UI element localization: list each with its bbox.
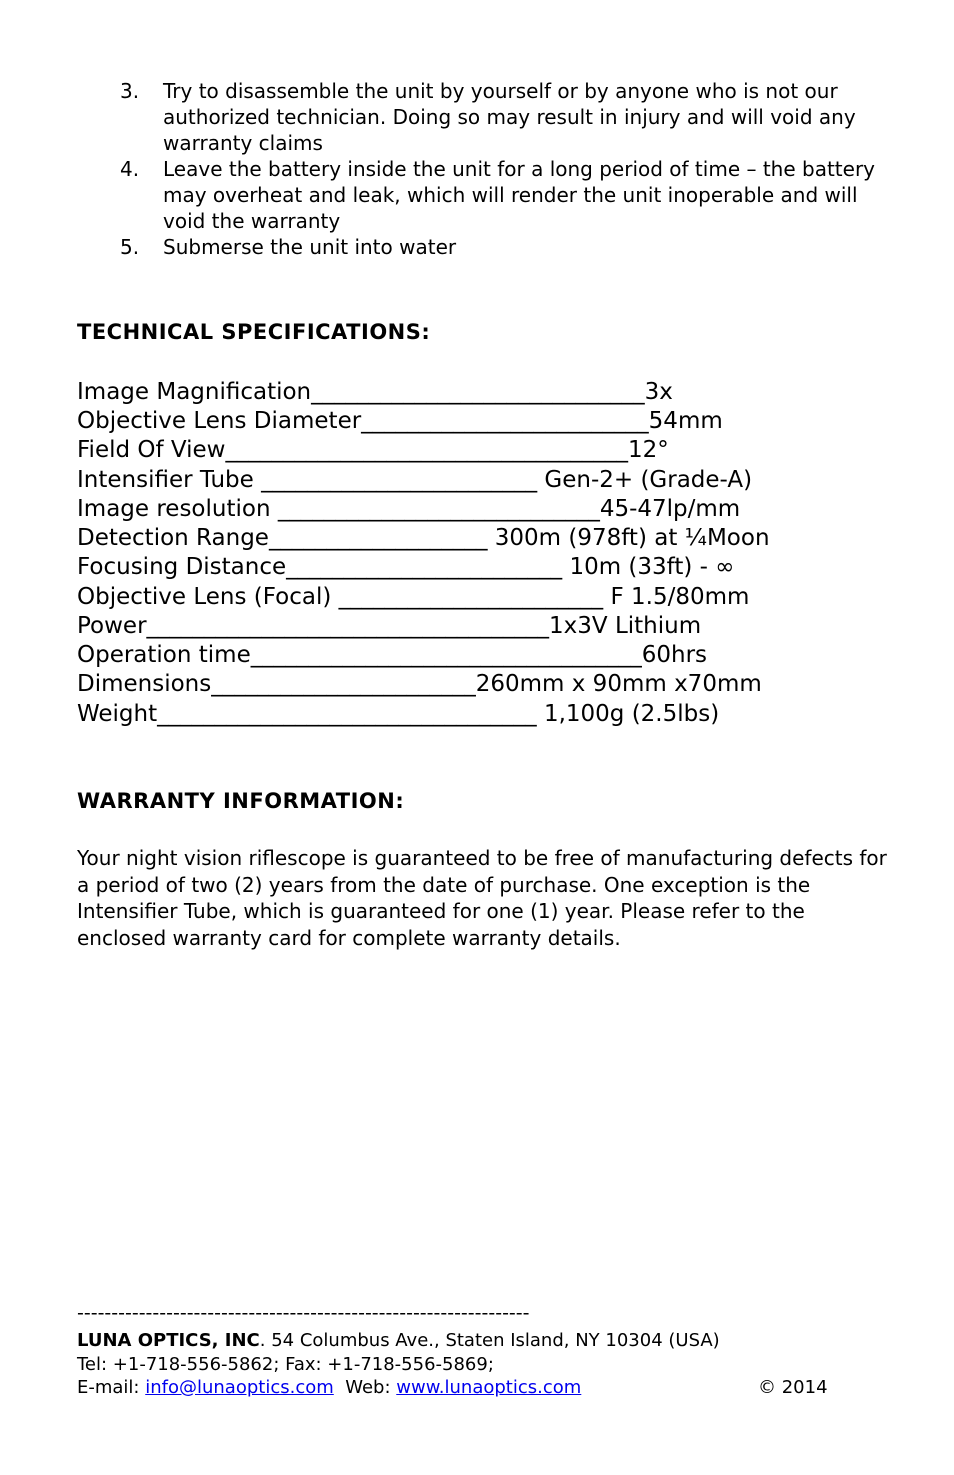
warranty-paragraph: Your night vision riflescope is guaranteed to be free of manufacturing defects for a period of two (2) years from the date of purchase. One exception is the Intensifier Tube, which is guaranteed for one (1) year. Please refer to the enclosed warranty card for complete warranty details. — [77, 846, 887, 950]
specs-heading: TECHNICAL SPECIFICATIONS: — [77, 320, 431, 344]
footer-address-line — [77, 1329, 720, 1353]
warranty-heading: WARRANTY INFORMATION: — [77, 789, 405, 813]
footer-separator: ------------------------------------------------------------------ — [77, 1302, 530, 1324]
spec-row: Objective Lens (Focal) _______________________ F 1.5/80mm — [77, 584, 750, 610]
footer-contact-line — [77, 1376, 581, 1400]
spec-row: Dimensions_______________________260mm x 90mm x70mm — [77, 671, 762, 697]
spec-row: Intensifier Tube ________________________ Gen-2+ (Grade-A) — [77, 467, 753, 493]
spec-row: Detection Range___________________ 300m (978ft) at ¼Moon — [77, 525, 770, 551]
list-text: Submerse the unit into water — [163, 235, 457, 259]
list-number: 5. — [120, 235, 140, 259]
company-address: . 54 Columbus Ave., Staten Island, NY 10304 (USA) — [259, 1330, 720, 1351]
spec-row: Weight_________________________________ 1,100g (2.5lbs) — [77, 701, 720, 727]
spec-row: Power___________________________________1x3V Lithium — [77, 613, 702, 639]
email-label: E-mail: — [77, 1377, 146, 1398]
spec-row: Focusing Distance________________________ 10m (33ft) - ∞ — [77, 554, 735, 580]
web-label: Web: — [333, 1377, 397, 1398]
spec-row: Field Of View___________________________________12° — [77, 437, 669, 463]
spec-row: Objective Lens Diameter_________________________54mm — [77, 408, 723, 434]
email-link[interactable]: info@lunaoptics.com — [145, 1377, 334, 1398]
spec-row: Image Magnification_____________________________3x — [77, 379, 673, 405]
copyright: © 2014 — [758, 1377, 828, 1398]
spec-row: Operation time__________________________________60hrs — [77, 642, 708, 668]
spec-row: Image resolution ____________________________45-47lp/mm — [77, 496, 741, 522]
list-number: 4. — [120, 157, 140, 181]
list-number: 3. — [120, 79, 140, 103]
footer-phone: Tel: +1-718-556-5862; Fax: +1-718-556-5869; — [77, 1354, 494, 1375]
list-text: Leave the battery inside the unit for a long period of time – the battery may overheat and leak, which will render the unit inoperable and will void the warranty — [163, 157, 876, 233]
web-link[interactable]: www.lunaoptics.com — [396, 1377, 582, 1398]
company-name: LUNA OPTICS, INC — [77, 1330, 260, 1351]
list-text: Try to disassemble the unit by yourself or by anyone who is not our authorized technician. Doing so may result in injury and will void any warranty claims — [163, 79, 856, 155]
